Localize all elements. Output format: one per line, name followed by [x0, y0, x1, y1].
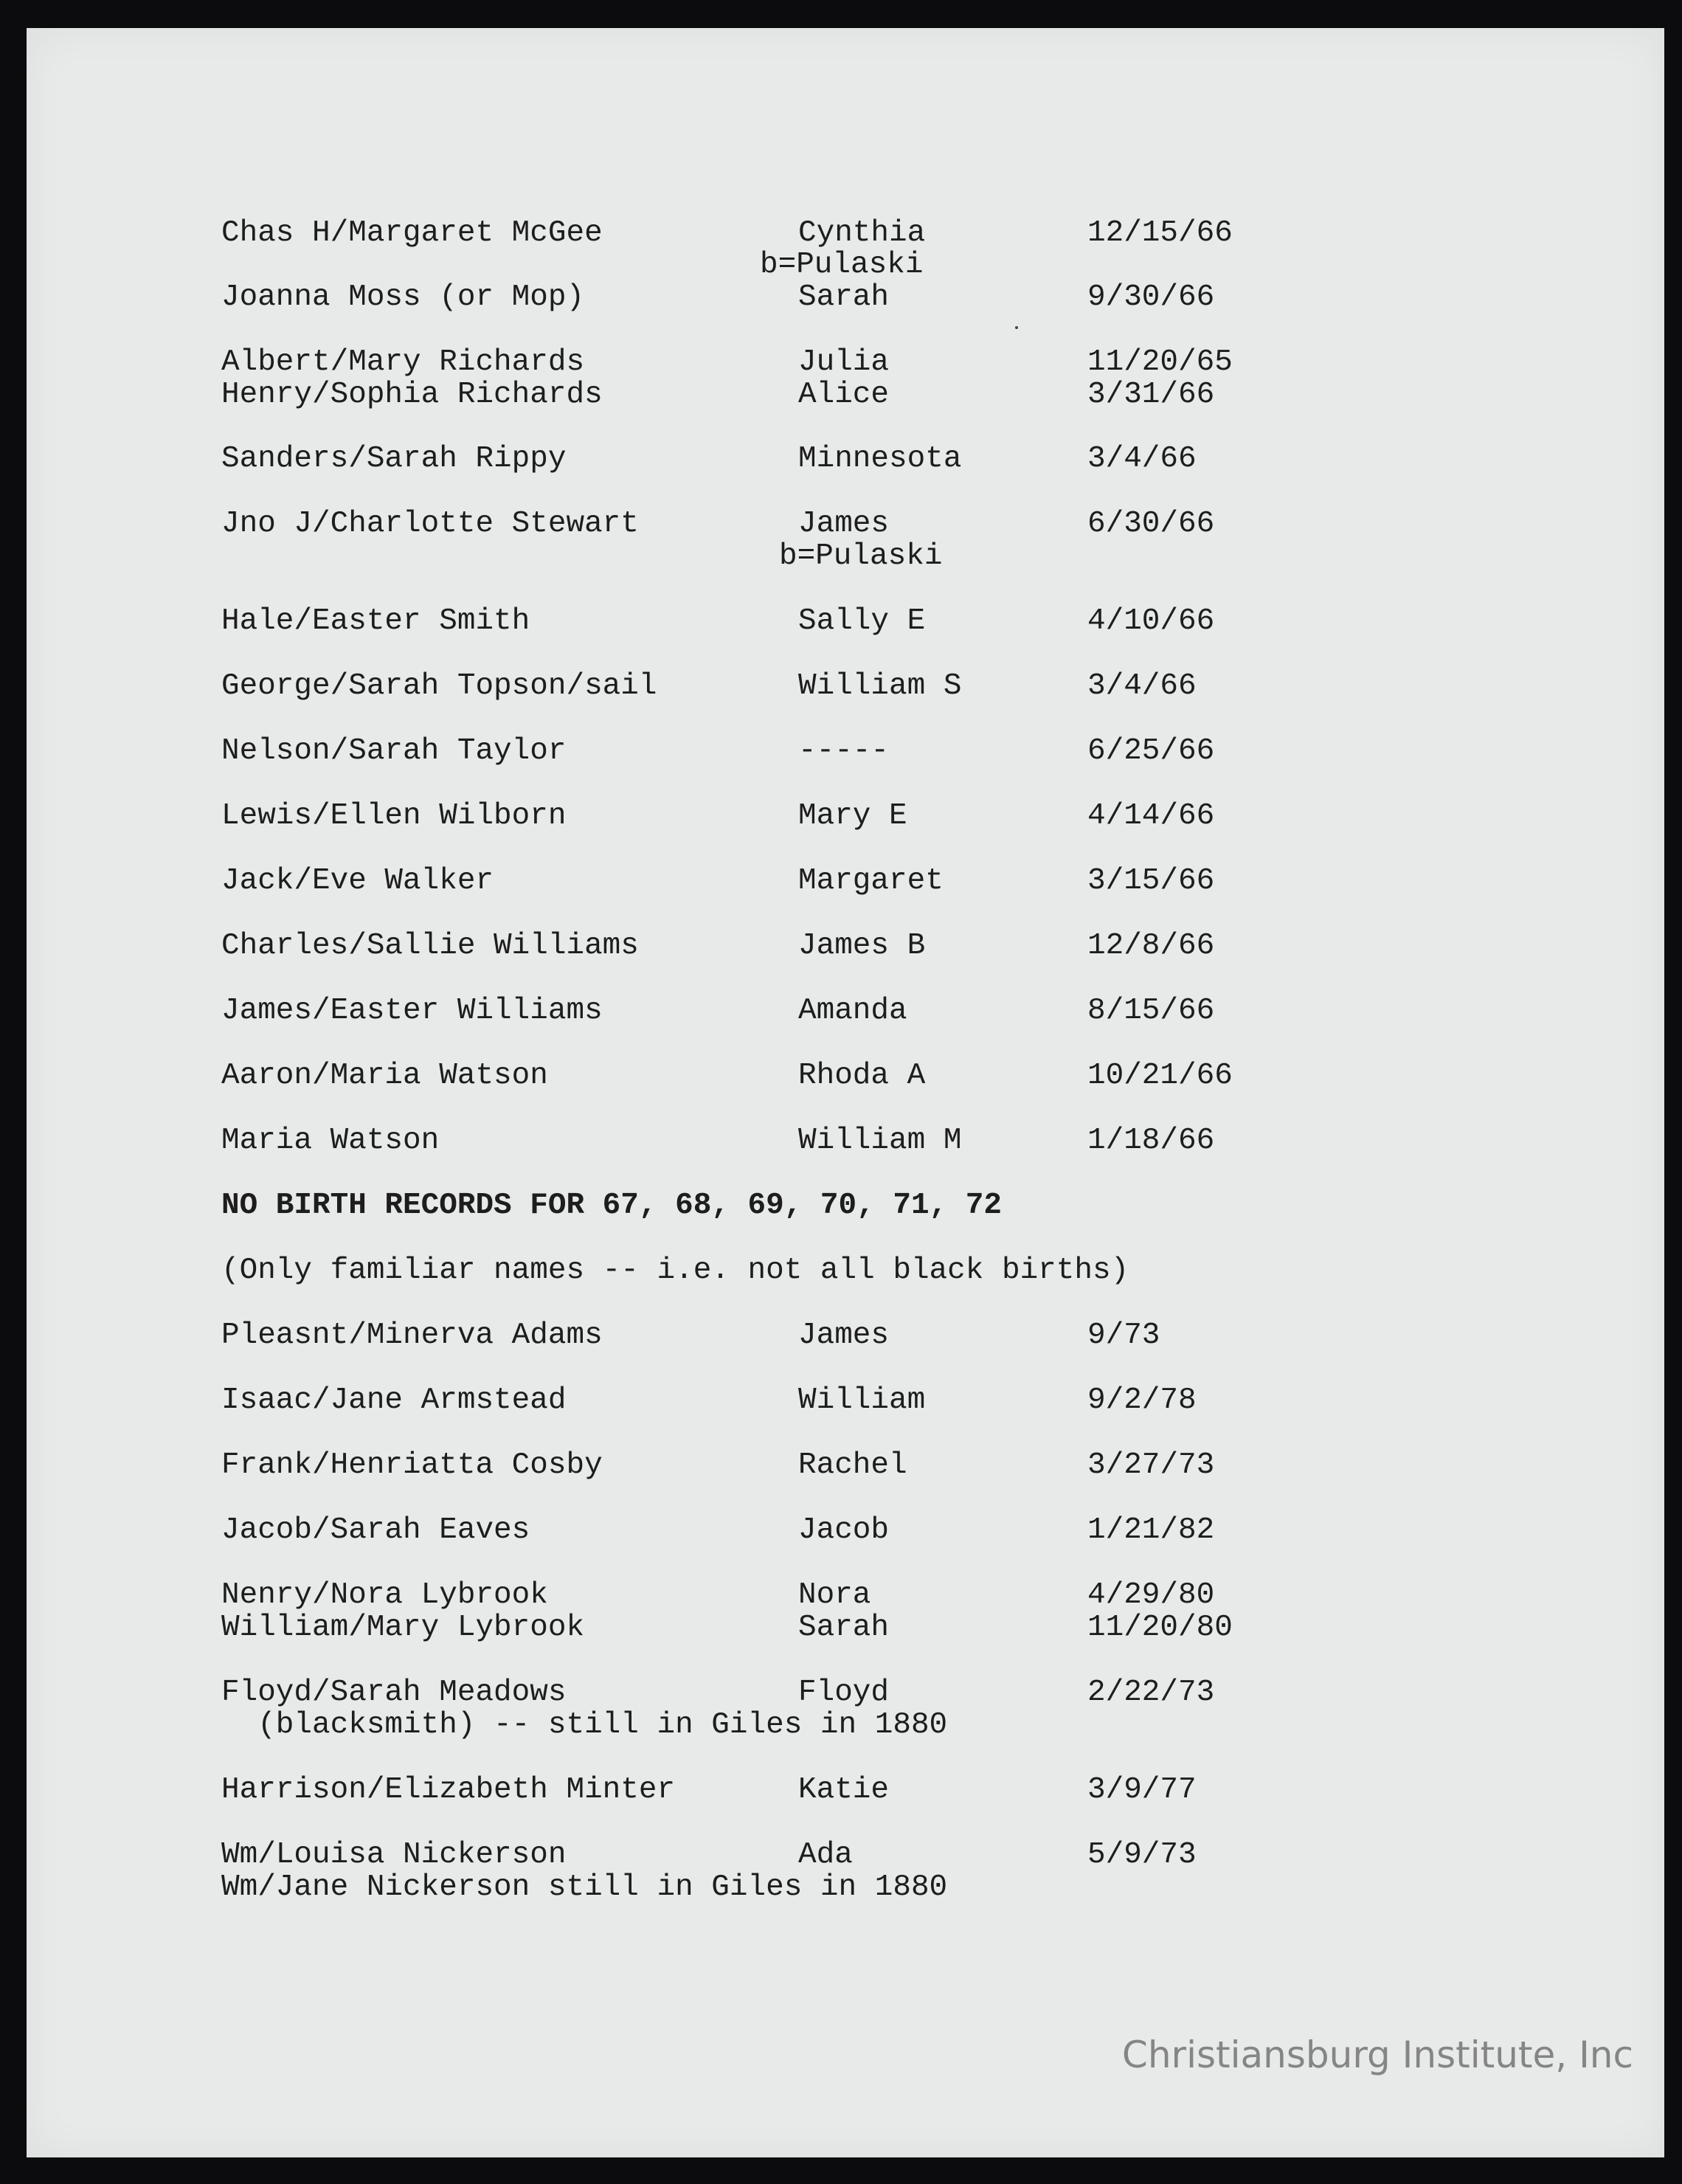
record-parents: Albert/Mary Richards: [221, 345, 585, 379]
record-date: 3/31/66: [1087, 378, 1215, 412]
record-date: 3/27/73: [1087, 1448, 1215, 1482]
record-parents: Floyd/Sarah Meadows: [221, 1676, 567, 1710]
record-date: 8/15/66: [1087, 994, 1215, 1028]
record-child: Mary E: [798, 799, 907, 833]
record-parents: George/Sarah Topson/sail: [221, 669, 657, 703]
record-date: 12/8/66: [1087, 929, 1215, 963]
record-date: 10/21/66: [1087, 1059, 1233, 1093]
record-child: Floyd: [798, 1676, 890, 1710]
record-date: 9/73: [1087, 1319, 1160, 1352]
record-child: Alice: [798, 378, 890, 412]
record-parents: Wm/Louisa Nickerson: [221, 1838, 567, 1872]
record-date: 4/10/66: [1087, 604, 1215, 638]
record-child: Rhoda A: [798, 1059, 926, 1093]
record-parents: James/Easter Williams: [221, 994, 603, 1028]
record-date: 2/22/73: [1087, 1676, 1215, 1710]
paper-speck: [1015, 326, 1018, 329]
record-remark: Wm/Jane Nickerson still in Giles in 1880: [221, 1870, 948, 1904]
record-parents: Maria Watson: [221, 1124, 440, 1158]
record-parents: Aaron/Maria Watson: [221, 1059, 548, 1093]
record-date: 9/2/78: [1087, 1383, 1197, 1417]
record-child: James: [798, 1319, 890, 1352]
familiar-names-note: (Only familiar names -- i.e. not all black births): [221, 1254, 1129, 1288]
record-child: Jacob: [798, 1513, 890, 1547]
record-date: 3/4/66: [1087, 442, 1197, 476]
record-date: 1/18/66: [1087, 1124, 1215, 1158]
paper-sheet: [27, 28, 1664, 2157]
record-child: -----: [798, 734, 890, 768]
document-body: [27, 28, 1664, 2157]
record-date: 3/4/66: [1087, 669, 1197, 703]
record-birthplace: b=Pulaski: [779, 539, 943, 573]
record-child: William: [798, 1383, 926, 1417]
record-date: 1/21/82: [1087, 1513, 1215, 1547]
record-date: 12/15/66: [1087, 216, 1233, 250]
record-parents: Joanna Moss (or Mop): [221, 280, 585, 314]
record-child: Rachel: [798, 1448, 907, 1482]
record-parents: Lewis/Ellen Wilborn: [221, 799, 567, 833]
record-child: Sarah: [798, 280, 890, 314]
watermark: Christiansburg Institute, Inc: [1121, 2033, 1633, 2076]
record-parents: Jacob/Sarah Eaves: [221, 1513, 530, 1547]
record-child: Minnesota: [798, 442, 962, 476]
record-parents: Pleasnt/Minerva Adams: [221, 1319, 603, 1352]
record-child: Amanda: [798, 994, 907, 1028]
no-records-heading: NO BIRTH RECORDS FOR 67, 68, 69, 70, 71, 72: [221, 1189, 1002, 1223]
record-child: Margaret: [798, 864, 944, 898]
record-date: 6/25/66: [1087, 734, 1215, 768]
record-parents: Nenry/Nora Lybrook: [221, 1578, 548, 1612]
record-child: William S: [798, 669, 962, 703]
record-date: 4/14/66: [1087, 799, 1215, 833]
record-date: 6/30/66: [1087, 507, 1215, 541]
record-child: Katie: [798, 1773, 890, 1807]
record-parents: Sanders/Sarah Rippy: [221, 442, 567, 476]
record-child: Sarah: [798, 1611, 890, 1645]
record-child: Julia: [798, 345, 890, 379]
record-date: 4/29/80: [1087, 1578, 1215, 1612]
record-parents: Jack/Eve Walker: [221, 864, 494, 898]
record-parents: Isaac/Jane Armstead: [221, 1383, 567, 1417]
record-parents: Henry/Sophia Richards: [221, 378, 603, 412]
record-date: 9/30/66: [1087, 280, 1215, 314]
record-parents: Frank/Henriatta Cosby: [221, 1448, 603, 1482]
record-parents: William/Mary Lybrook: [221, 1611, 585, 1645]
record-date: 11/20/65: [1087, 345, 1233, 379]
record-child: William M: [798, 1124, 962, 1158]
record-date: 11/20/80: [1087, 1611, 1233, 1645]
record-remark: (blacksmith) -- still in Giles in 1880: [221, 1708, 948, 1742]
record-parents: Harrison/Elizabeth Minter: [221, 1773, 676, 1807]
record-child: James: [798, 507, 890, 541]
record-birthplace: b=Pulaski: [760, 248, 924, 282]
record-date: 3/9/77: [1087, 1773, 1197, 1807]
record-child: Cynthia: [798, 216, 926, 250]
record-parents: Chas H/Margaret McGee: [221, 216, 603, 250]
record-child: Ada: [798, 1838, 853, 1872]
record-child: Nora: [798, 1578, 871, 1612]
record-child: Sally E: [798, 604, 926, 638]
record-parents: Hale/Easter Smith: [221, 604, 530, 638]
record-parents: Nelson/Sarah Taylor: [221, 734, 567, 768]
record-parents: Jno J/Charlotte Stewart: [221, 507, 639, 541]
record-child: James B: [798, 929, 926, 963]
record-date: 5/9/73: [1087, 1838, 1197, 1872]
record-date: 3/15/66: [1087, 864, 1215, 898]
record-parents: Charles/Sallie Williams: [221, 929, 639, 963]
